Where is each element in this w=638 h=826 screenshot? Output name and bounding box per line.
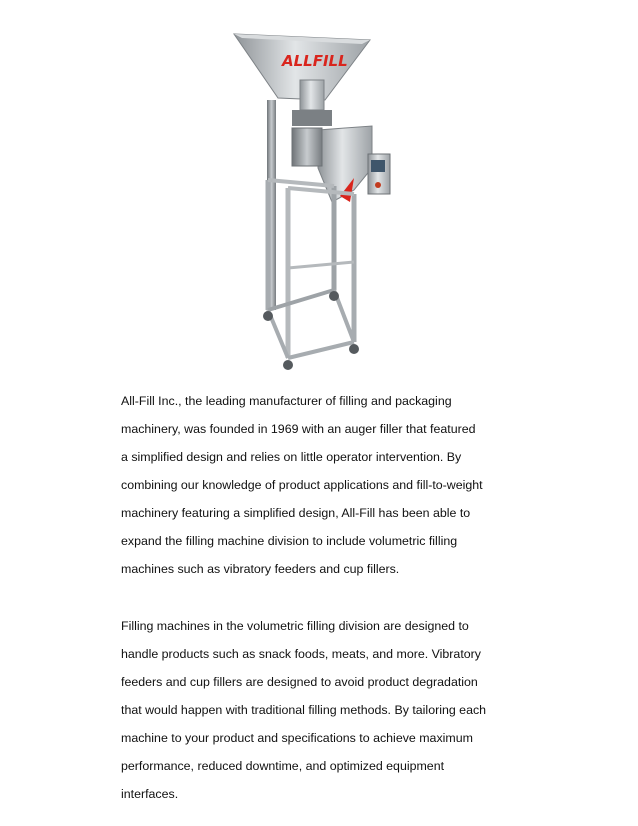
- stop-button-shape: [375, 182, 381, 188]
- paragraph-line: expand the filling machine division to include volumetric filling: [121, 534, 458, 548]
- paragraph-line: handle products such as snack foods, meats, and more. Vibratory: [121, 647, 481, 661]
- paragraph-line: combining our knowledge of product applications and fill-to-weight: [121, 478, 483, 492]
- hopper-neck-shape: [300, 80, 324, 110]
- filling-machine-image: [222, 18, 418, 382]
- stand-bottom-back-rail: [268, 290, 334, 310]
- paragraph-line: machinery featuring a simplified design, All-Fill has been able to: [121, 506, 471, 520]
- vibratory-tray-shape: [292, 128, 322, 166]
- caster-wheel-3: [349, 344, 359, 354]
- paragraph-line: interfaces.: [121, 787, 179, 801]
- control-screen-shape: [371, 160, 385, 172]
- paragraph-line: All-Fill Inc., the leading manufacturer of filling and packaging: [121, 394, 452, 408]
- paragraph-line: machinery, was founded in 1969 with an auger filler that featured: [121, 422, 476, 436]
- allfill-logo: ALLFILL: [282, 52, 348, 70]
- paragraph-line: that would happen with traditional filling methods. By tailoring each: [121, 703, 487, 717]
- caster-wheel-2: [283, 360, 293, 370]
- paragraph-intro: [121, 387, 531, 583]
- caster-wheel-1: [263, 311, 273, 321]
- paragraph-line: performance, reduced downtime, and optimized equipment: [121, 759, 445, 773]
- paragraph-line: machines such as vibratory feeders and cup fillers.: [121, 562, 400, 576]
- motor-block-shape: [292, 110, 332, 126]
- paragraph-line: a simplified design and relies on little operator intervention. By: [121, 450, 462, 464]
- stand-bottom-front-rail: [288, 342, 354, 358]
- paragraph-volumetric-division: [121, 612, 531, 808]
- paragraph-line: Filling machines in the volumetric filling division are designed to: [121, 619, 469, 633]
- stand-mid-rail: [288, 262, 354, 268]
- caster-wheel-4: [329, 291, 339, 301]
- paragraph-line: machine to your product and specifications to achieve maximum: [121, 731, 473, 745]
- filling-machine-illustration: [222, 18, 418, 382]
- paragraph-line: feeders and cup fillers are designed to avoid product degradation: [121, 675, 478, 689]
